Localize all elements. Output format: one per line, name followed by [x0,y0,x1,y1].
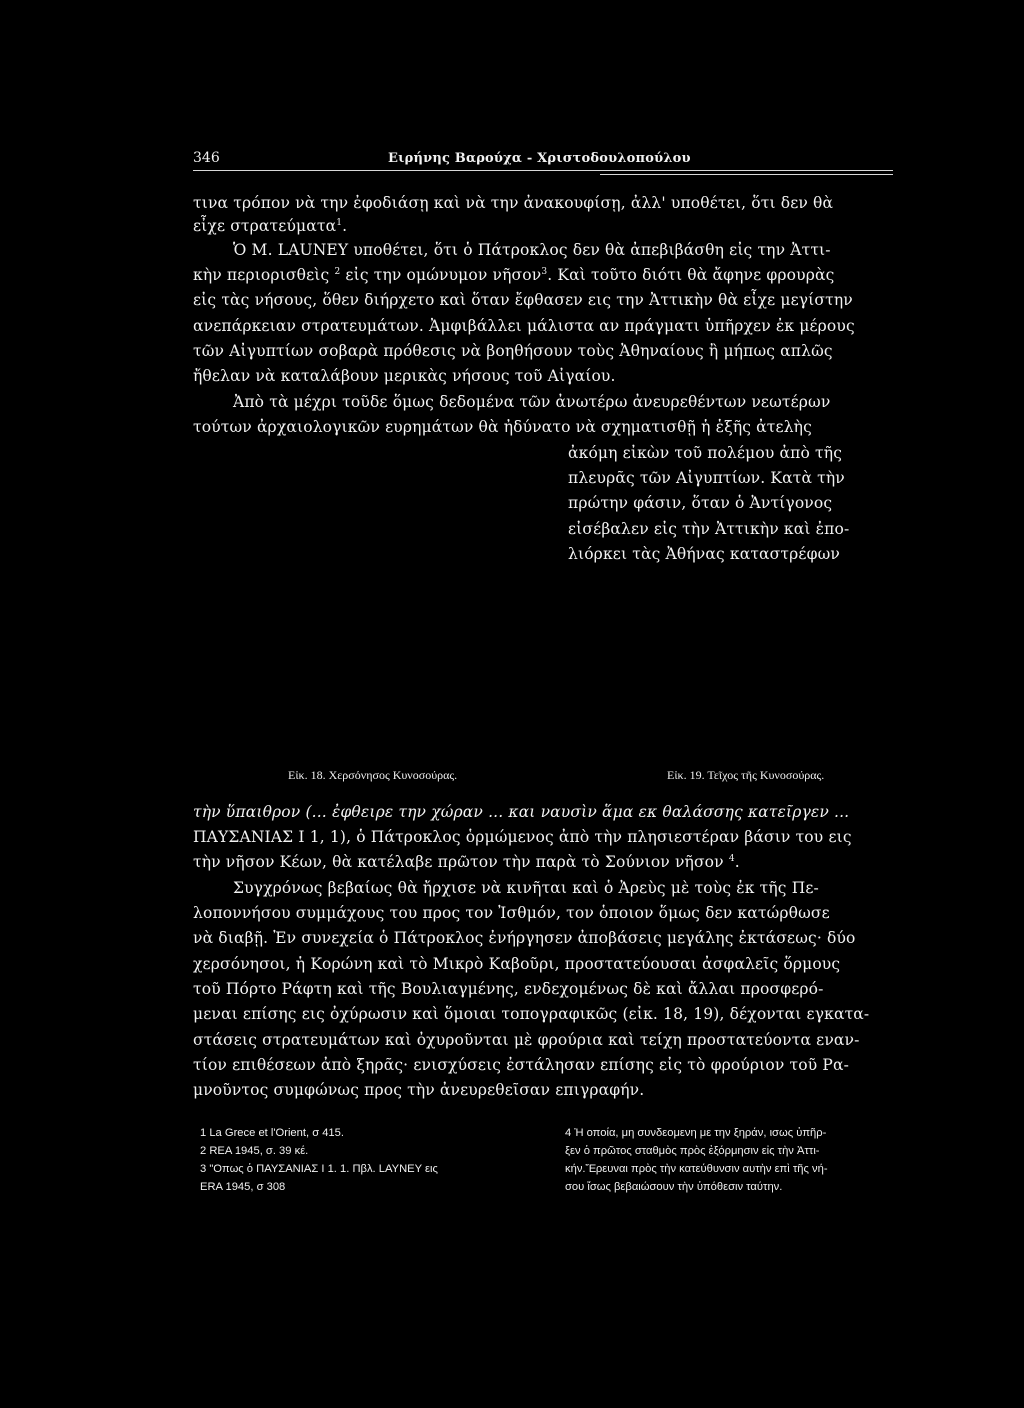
text-line: ἀκόμη εἰκὼν τοῦ πολέμου ἀπὸ τῆς [568,444,843,462]
header-rule-lower [600,174,893,175]
text-line: λοποννήσου συμμάχους του προς τον Ἰσθμόν, τον ὁποιον ὅμως δεν κατώρθωσε [193,904,830,922]
footnote: κήν.Ἔρευναι πρὸς τὴν κατεύθυνσιν αυτὴν επὶ τῆς νή- [565,1163,828,1175]
footnote: 3 "Οπως ὁ ΠΑΥΣΑΝΙΑΣ Ι 1. 1. Πβλ. LAYNEY εις [200,1163,438,1175]
text-line: στάσεις στρατευμάτων καὶ ὀχυροῦνται μὲ φρούρια καὶ τείχη προστατεύοντα εναν- [193,1031,860,1049]
page-number: 346 [193,150,220,166]
text-line: τινα τρόπον νὰ την ἐφοδιάσῃ καὶ νὰ την ἀνακουφίσῃ, ἀλλ' υποθέτει, ὅτι δεν θὰ [193,194,834,212]
footnote: ξεν ὁ πρῶτος σταθμὸς πρὸς ἐξόρμησιν εἰς τὴν Ἀττι- [565,1145,820,1157]
text-line: χερσόνησοι, ἡ Κορώνη καὶ τὸ Μικρὸ Καβοῦρι, προστατεύουσαι ἀσφαλεῖς ὅρμους [193,955,841,973]
figure-19-caption: Εἰκ. 19. Τεῖχος τῆς Κυνοσούρας. [667,768,825,782]
footnote: 1 La Grece et l'Orient, σ 415. [200,1127,344,1139]
text-line: τίον επιθέσεων ἀπὸ ξηρᾶς· ενισχύσεις ἐστάλησαν επίσης εἰς τὸ φρούριον τοῦ Ρα- [193,1056,849,1074]
text-line: τὴν ὕπαιθρον (... ἐφθειρε την χώραν ... και ναυσὶν ἅμα εκ θαλάσσης κατεῖργεν ... [193,803,850,821]
running-head: Ειρήνης Βαρούχα - Χριστοδουλοπούλου [388,151,691,166]
figure-18-image [193,440,563,760]
text-line: ΠΑΥΣΑΝΙΑΣ Ι 1, 1), ὁ Πάτροκλος ὁρμώμενος ἀπὸ τὴν πλησιεστέραν βάσιν του εις [193,828,852,846]
text-line: πρώτην φάσιν, ὅταν ὁ Ἀντίγονος [568,494,833,512]
footnote: ERA 1945, σ 308 [200,1181,286,1193]
text-line: τούτων ἀρχαιολογικῶν ευρημάτων θὰ ἠδύνατο νὰ σχηματισθῇ ἡ ἑξῆς ἀτελὴς [193,418,812,436]
text-line: εἰσέβαλεν εἰς τὴν Ἀττικὴν καὶ ἐπο- [568,520,850,538]
footnote: 4 Ἡ οποία, μη συνδεομενη με την ξηράν, ισως ὑπῆρ- [565,1127,827,1139]
text-line: τοῦ Πόρτο Ράφτη καὶ τῆς Βουλιαγμένης, ενδεχομένως δὲ καὶ ἄλλαι προσφερό- [193,980,824,998]
footnote: 2 REA 1945, σ. 39 κέ. [200,1145,309,1157]
text-line: Ὁ Μ. LAUNEY υποθέτει, ὅτι ὁ Πάτροκλος δεν θὰ ἀπεβιβάσθη εἰς την Ἀττι- [233,241,831,259]
text-line: εἰς τὰς νήσους, ὅθεν διήρχετο καὶ ὅταν ἔφθασεν εις την Ἀττικὴν θὰ εἶχε μεγίστην [193,291,853,309]
footnote: σου ἴσως βεβαιώσουν τὴν ὑπόθεσιν ταύτην. [565,1181,783,1193]
text-line: Ἀπὸ τὰ μέχρι τοῦδε ὅμως δεδομένα τῶν ἀνωτέρω ἀνευρεθέντων νεωτέρων [233,393,831,411]
header-rule [193,170,893,171]
text-line: Συγχρόνως βεβαίως θὰ ἤρχισε νὰ κινῆται καὶ ὁ Ἀρεὺς μὲ τοὺς ἐκ τῆς Πε- [233,879,819,897]
text-line: πλευρᾶς τῶν Αἰγυπτίων. Κατὰ τὴν [568,469,845,487]
text-line: λιόρκει τὰς Ἀθήνας καταστρέφων [568,545,840,563]
text-line: μεναι επίσης εις ὀχύρωσιν καὶ ὅμοιαι τοπογραφικῶς (εἰκ. 18, 19), δέχονται εγκατα- [193,1005,870,1023]
text-line: ἤθελαν νὰ καταλάβουν μερικὰς νήσους τοῦ Αἰγαίου. [193,367,616,385]
text-line: εἶχε στρατεύματα$^1$. [193,217,348,235]
figure-19-image [565,570,895,760]
text-line: ανεπάρκειαν στρατευμάτων. Ἀμφιβάλλει μάλιστα αν πράγματι ὑπῆρχεν ἐκ μέρους [193,317,855,335]
text-line: μνοῦντος συμφώνως προς τὴν ἀνευρεθεῖσαν επιγραφήν. [193,1081,645,1099]
text-line: τῶν Αἰγυπτίων σοβαρὰ πρόθεσις νὰ βοηθήσουν τοὺς Ἀθηναίους ἢ μήπως απλῶς [193,342,833,360]
text-line: κὴν περιορισθεὶς $^2$ εἰς την ομώνυμον νῆσον$^3$. Καὶ τοῦτο διότι θὰ ἄφηνε φρουρὰς [193,266,835,284]
text-line: τὴν νῆσον Κέων, θὰ κατέλαβε πρῶτον τὴν παρὰ τὸ Σούνιον νῆσον $^4$. [193,853,740,871]
figure-18-caption: Εἰκ. 18. Χερσόνησος Κυνοσούρας. [288,768,458,782]
text-line: νὰ διαβῇ. Ἐν συνεχεία ὁ Πάτροκλος ἐνήργησεν ἀποβάσεις μεγάλης ἐκτάσεως· δύο [193,929,856,947]
